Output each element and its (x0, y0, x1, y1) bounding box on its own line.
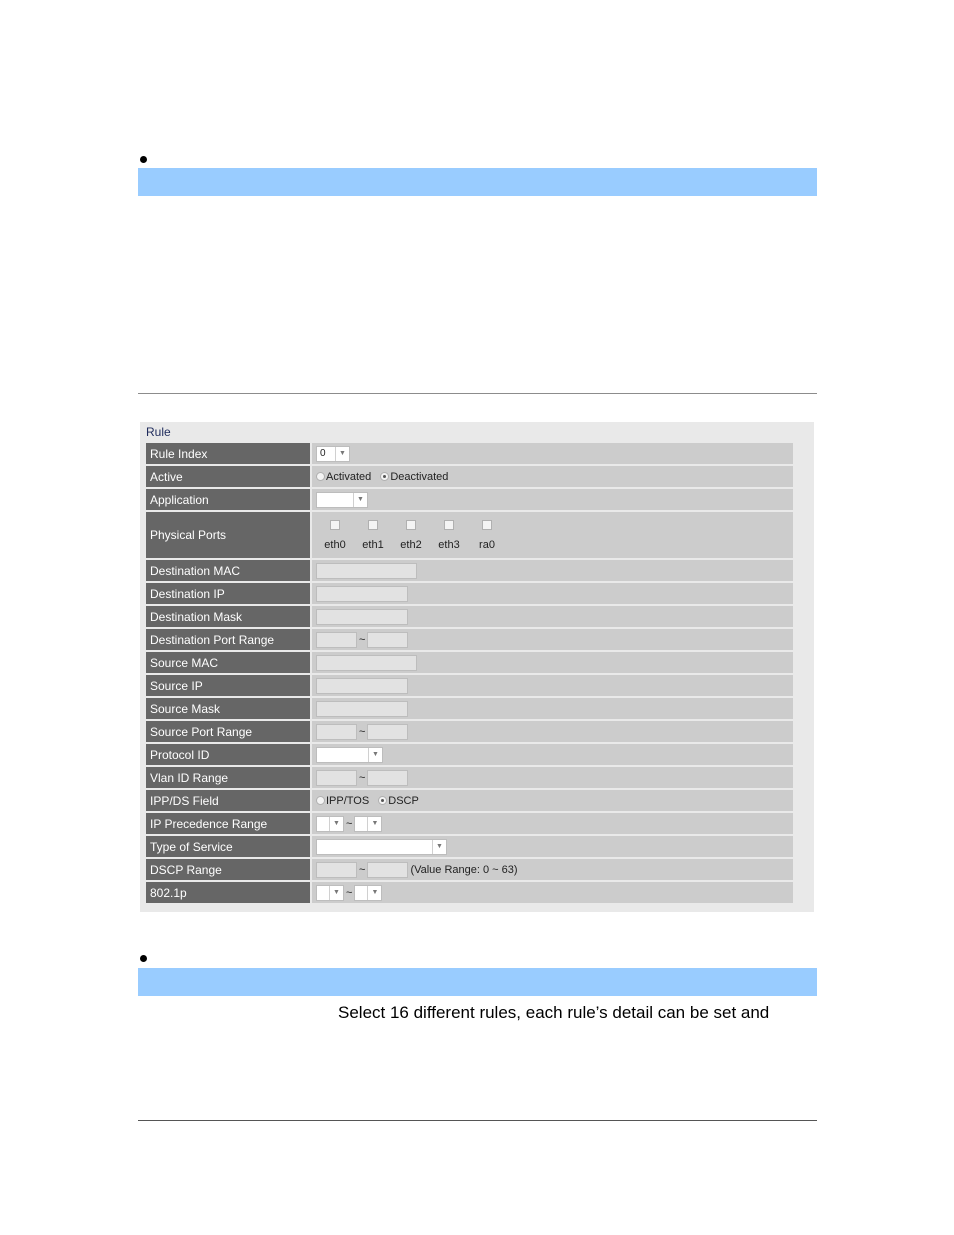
eth2-checkbox[interactable] (406, 520, 416, 530)
row-destination-port-range: Destination Port Range ~ (146, 629, 793, 650)
label-source-mask: Source Mask (146, 698, 312, 719)
row-ipp-ds-field (146, 790, 793, 811)
dscp-start-input[interactable] (316, 862, 357, 878)
label-source-port-range: Source Port Range (146, 721, 312, 742)
chevron-down-icon: ▼ (335, 447, 349, 461)
eth3-checkbox[interactable] (444, 520, 454, 530)
panel-title: Rule (146, 425, 171, 439)
type-of-service-select[interactable] (316, 839, 447, 855)
body-text: Select 16 different rules, each rule’s detail can be set and (338, 1003, 770, 1022)
source-port-end-input[interactable] (367, 724, 408, 740)
activated-label: Activated (326, 470, 372, 483)
label-vlan-id-range: Vlan ID Range (146, 767, 312, 788)
row-rule-index (146, 443, 793, 464)
ports-group (316, 520, 793, 551)
row-802-1p: 802.1p ▼ ~ ▼ (146, 882, 793, 903)
chevron-down-icon: ▼ (367, 886, 381, 900)
dscp-label: DSCP (388, 794, 419, 807)
bullet-1 (140, 156, 147, 163)
deactivated-label: Deactivated (390, 470, 449, 483)
row-destination-mask (146, 606, 793, 627)
label-destination-mask: Destination Mask (146, 606, 312, 627)
row-active (146, 466, 793, 487)
vlan-id-start-input[interactable] (316, 770, 357, 786)
row-source-port-range: Source Port Range ~ (146, 721, 793, 742)
label-type-of-service: Type of Service (146, 836, 312, 857)
rule-panel (140, 422, 814, 912)
source-port-start-input[interactable] (316, 724, 357, 740)
label-ipp-ds-field: IPP/DS Field (146, 790, 312, 811)
row-dscp-range: DSCP Range ~ (Value Range: 0 ~ 63) (146, 859, 793, 880)
destination-port-start-input[interactable] (316, 632, 357, 648)
ipp-tos-radio[interactable] (316, 796, 325, 805)
row-destination-mac (146, 560, 793, 581)
rule-index-select[interactable]: 0 ▼ (316, 446, 350, 462)
vlan-id-end-input[interactable] (367, 770, 408, 786)
ipp-tos-label: IPP/TOS (326, 794, 370, 807)
label-802-1p: 802.1p (146, 882, 312, 903)
rule-table (146, 441, 793, 905)
row-type-of-service (146, 836, 793, 857)
row-vlan-id-range: Vlan ID Range ~ (146, 767, 793, 788)
destination-mac-input[interactable] (316, 563, 417, 579)
chevron-down-icon: ▼ (329, 886, 343, 900)
row-ip-precedence-range: IP Precedence Range ▼ ~ ▼ (146, 813, 793, 834)
ip-precedence-start-select[interactable] (316, 816, 344, 832)
source-ip-input[interactable] (316, 678, 408, 694)
port-ra0: ra0 (468, 520, 506, 551)
row-physical-ports (146, 512, 793, 558)
chevron-down-icon: ▼ (367, 817, 381, 831)
label-destination-ip: Destination IP (146, 583, 312, 604)
dscp-range-note: (Value Range: 0 ~ 63) (410, 863, 518, 876)
deactivated-radio[interactable] (380, 472, 389, 481)
eth1-checkbox[interactable] (368, 520, 378, 530)
dot1p-end-select[interactable] (354, 885, 382, 901)
chevron-down-icon: ▼ (368, 748, 382, 762)
label-dscp-range: DSCP Range (146, 859, 312, 880)
row-source-ip (146, 675, 793, 696)
dot1p-start-select[interactable] (316, 885, 344, 901)
ip-precedence-end-select[interactable] (354, 816, 382, 832)
chevron-down-icon: ▼ (432, 840, 446, 854)
row-application (146, 489, 793, 510)
dscp-end-input[interactable] (367, 862, 408, 878)
destination-ip-input[interactable] (316, 586, 408, 602)
label-active: Active (146, 466, 312, 487)
port-eth3: eth3 (430, 520, 468, 551)
row-source-mask (146, 698, 793, 719)
label-destination-mac: Destination MAC (146, 560, 312, 581)
label-physical-ports: Physical Ports (146, 512, 312, 558)
application-select[interactable] (316, 492, 368, 508)
source-mask-input[interactable] (316, 701, 408, 717)
label-application: Application (146, 489, 312, 510)
section-bar-1 (138, 168, 817, 196)
divider-1 (138, 393, 817, 394)
label-source-mac: Source MAC (146, 652, 312, 673)
port-eth0: eth0 (316, 520, 354, 551)
destination-port-end-input[interactable] (367, 632, 408, 648)
dscp-radio[interactable] (378, 796, 387, 805)
activated-radio[interactable] (316, 472, 325, 481)
label-source-ip: Source IP (146, 675, 312, 696)
port-eth2: eth2 (392, 520, 430, 551)
source-mac-input[interactable] (316, 655, 417, 671)
divider-2 (138, 1120, 817, 1121)
row-protocol-id (146, 744, 793, 765)
row-source-mac (146, 652, 793, 673)
label-destination-port-range: Destination Port Range (146, 629, 312, 650)
section-bar-2 (138, 968, 817, 996)
ra0-checkbox[interactable] (482, 520, 492, 530)
bullet-2 (140, 955, 147, 962)
label-ip-precedence-range: IP Precedence Range (146, 813, 312, 834)
label-protocol-id: Protocol ID (146, 744, 312, 765)
port-eth1: eth1 (354, 520, 392, 551)
chevron-down-icon: ▼ (329, 817, 343, 831)
chevron-down-icon: ▼ (353, 493, 367, 507)
label-rule-index: Rule Index (146, 443, 312, 464)
row-destination-ip (146, 583, 793, 604)
protocol-id-select[interactable] (316, 747, 383, 763)
destination-mask-input[interactable] (316, 609, 408, 625)
eth0-checkbox[interactable] (330, 520, 340, 530)
